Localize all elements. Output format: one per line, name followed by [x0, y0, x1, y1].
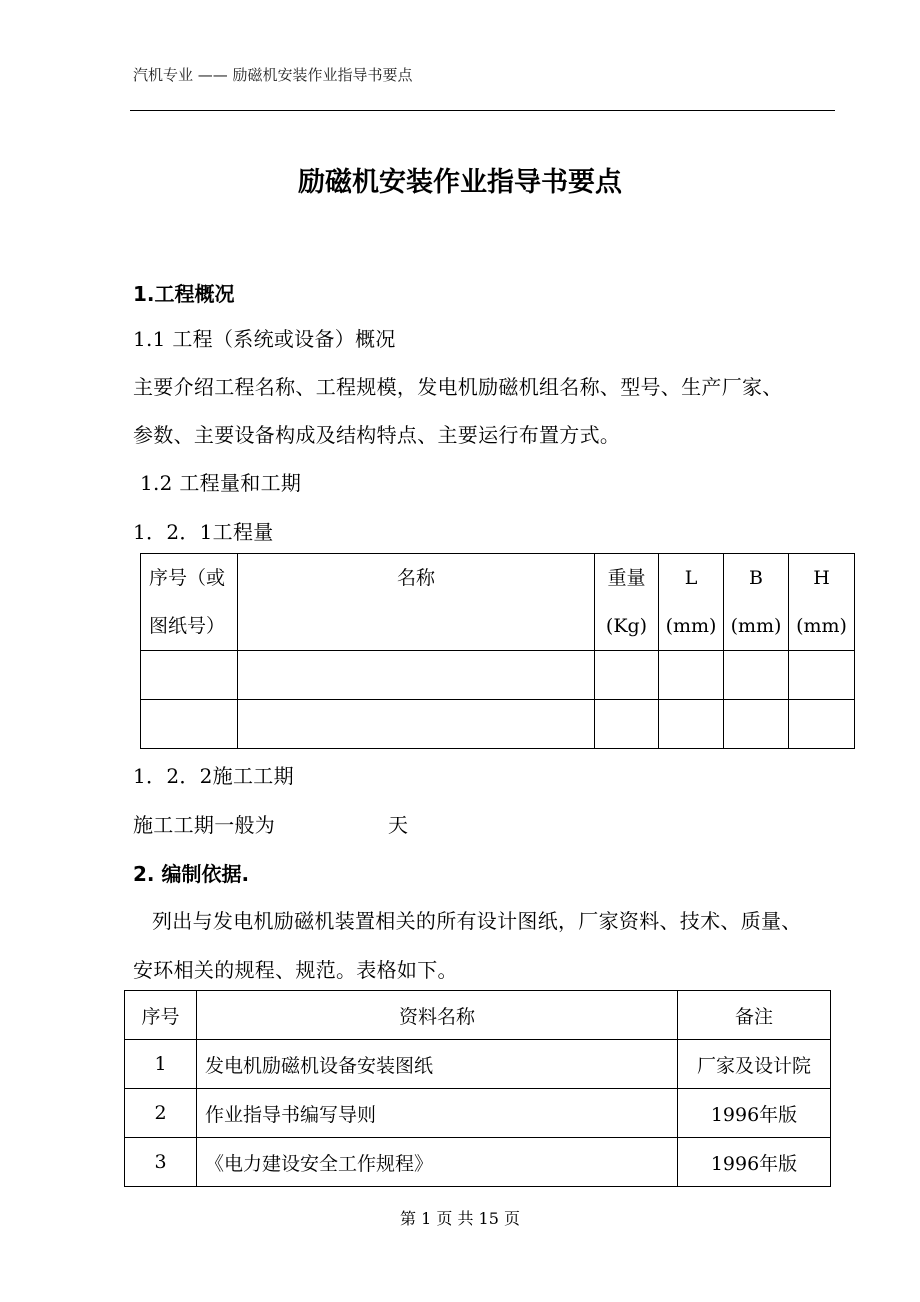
seq-column-header: 序号	[125, 991, 197, 1040]
duration-line-unit: 天	[388, 813, 409, 837]
breadth-header-line2: (mm)	[730, 615, 782, 637]
table-row	[125, 1138, 831, 1187]
duration-line-prefix: 施工工期一般为	[133, 813, 276, 837]
seq-header-line2: 图纸号）	[149, 615, 226, 637]
weight-header-line2: (Kg)	[605, 615, 648, 637]
table-header-row	[125, 991, 831, 1040]
table-header-row	[141, 554, 855, 651]
table-cell	[659, 700, 724, 749]
header-divider	[130, 110, 835, 111]
page-number-footer: 第 1 页 共 15 页	[400, 1209, 520, 1228]
row-remark: 1996年版	[678, 1089, 831, 1138]
reference-table	[124, 990, 831, 1187]
row-doc-name: 发电机励磁机设备安装图纸	[197, 1040, 678, 1089]
document-title: 励磁机安装作业指导书要点	[298, 167, 622, 198]
name-column-header	[238, 554, 595, 651]
section-1-1-body-line2: 参数、主要设备构成及结构特点、主要运行布置方式。	[133, 423, 621, 447]
section-1-2-1-heading: 1．2．1工程量	[133, 520, 274, 544]
table-row	[125, 1089, 831, 1138]
table-cell	[141, 651, 238, 700]
section-1-2-heading: 1.2 工程量和工期	[140, 471, 302, 495]
running-header: 汽机专业 —— 励磁机安装作业指导书要点	[133, 66, 413, 84]
table-row	[141, 700, 855, 749]
row-remark: 1996年版	[678, 1138, 831, 1187]
row-doc-name: 作业指导书编写导则	[197, 1089, 678, 1138]
table-row	[141, 651, 855, 700]
doc-name-column-header: 资料名称	[197, 991, 678, 1040]
length-header-line1: L	[684, 567, 698, 589]
seq-header-line1: 序号（或	[149, 567, 226, 589]
section-1-1-body-line1: 主要介绍工程名称、工程规模，发电机励磁机组名称、型号、生产厂家、	[133, 375, 783, 399]
table-cell	[141, 700, 238, 749]
row-seq: 2	[125, 1089, 197, 1138]
weight-column-header	[595, 554, 659, 651]
section-2-heading: 2. 编制依据.	[133, 862, 250, 886]
table-cell	[659, 651, 724, 700]
section-2-body-line1: 列出与发电机励磁机装置相关的所有设计图纸，厂家资料、技术、质量、	[152, 909, 802, 933]
quantity-table	[140, 553, 855, 749]
weight-header-line1: 重量	[607, 567, 646, 589]
table-cell	[595, 651, 659, 700]
breadth-column-header	[724, 554, 789, 651]
row-seq: 1	[125, 1040, 197, 1089]
height-column-header	[789, 554, 855, 651]
length-column-header	[659, 554, 724, 651]
table-cell	[789, 651, 855, 700]
table-cell	[724, 700, 789, 749]
section-1-1-heading: 1.1 工程（系统或设备）概况	[133, 327, 396, 351]
table-row	[125, 1040, 831, 1089]
row-doc-name: 《电力建设安全工作规程》	[197, 1138, 678, 1187]
table-cell	[724, 651, 789, 700]
section-1-heading: 1.工程概况	[133, 282, 235, 306]
height-header-line2: (mm)	[796, 615, 847, 637]
remark-column-header: 备注	[678, 991, 831, 1040]
table-cell	[789, 700, 855, 749]
table-cell	[238, 651, 595, 700]
seq-column-header	[141, 554, 238, 651]
section-2-body-line2: 安环相关的规程、规范。表格如下。	[133, 958, 458, 982]
table-cell	[595, 700, 659, 749]
row-remark: 厂家及设计院	[678, 1040, 831, 1089]
section-1-2-2-heading: 1．2．2施工工期	[133, 764, 294, 788]
breadth-header-line1: B	[749, 567, 763, 589]
name-header-text: 名称	[396, 567, 435, 589]
height-header-line1: H	[813, 567, 830, 589]
table-cell	[238, 700, 595, 749]
length-header-line2: (mm)	[665, 615, 717, 637]
row-seq: 3	[125, 1138, 197, 1187]
